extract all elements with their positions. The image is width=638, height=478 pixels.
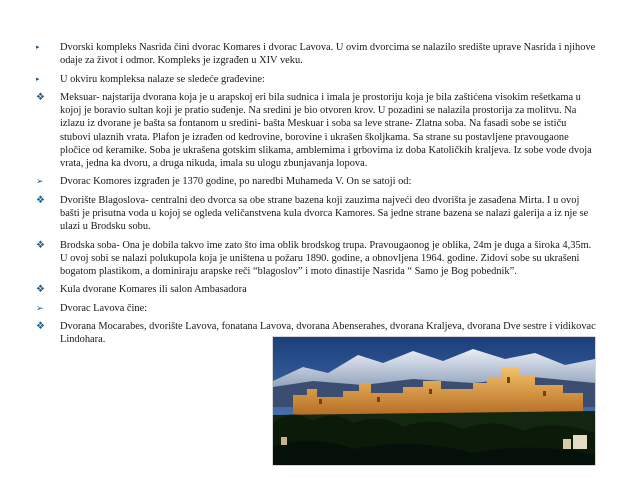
alhambra-night-photo (272, 336, 596, 466)
list-item (36, 41, 596, 67)
list-item (36, 194, 596, 234)
diamond-bullet-icon: ❖ (36, 194, 45, 206)
item-text: Dvorac Komores izgrađen je 1370 godine, po naredbi Muhameda V. On se satoji od: (60, 176, 412, 188)
item-text: U okviru kompleksa nalaze se sledeće građevine: (60, 73, 265, 85)
list-item (36, 73, 596, 86)
list-item (36, 91, 596, 170)
arrow-bullet-icon: ➢ (36, 302, 44, 313)
triangle-bullet-icon: ▸ (36, 74, 40, 83)
diamond-bullet-icon: ❖ (36, 284, 45, 296)
diamond-bullet-icon: ❖ (36, 91, 45, 103)
item-text: Kula dvorane Komares ili salon Ambasadora (60, 284, 247, 296)
list-item (36, 239, 596, 279)
list-item (36, 302, 596, 315)
arrow-bullet-icon: ➢ (36, 176, 44, 187)
diamond-bullet-icon: ❖ (36, 239, 45, 251)
item-text: Brodska soba- Ona je dobila takvo ime zato što ima oblik brodskog trupa. Pravougaonog je oblika, 24m je duga a široka 4,35m. U ovoj sobi se nalazi polukupola koja je uništena u požaru 1890. godine, a obnovljena 1964. godine. Zidovi sobe su ukrašeni bogatom plastikom, a dominiraju arapske reči “blagoslov” i moto dinastije Nasrida “ Samo je Bog pobednik”. (60, 239, 592, 277)
item-text: Dvorana Mocarabes, dvorište Lavova, fonatana Lavova, dvorana Abenserahes, dvorana Kraljeva, dvorana Dve sestre i vidikovac Lindohara. (60, 321, 596, 346)
bullet-list (36, 41, 596, 352)
diamond-bullet-icon: ❖ (36, 321, 45, 333)
triangle-bullet-icon: ▸ (36, 43, 40, 51)
item-text: Dvorski kompleks Nasrida čini dvorac Komares i dvorac Lavova. U ovim dvorcima se nalazilo središte uprave Nasrida i njihove odaje za život i odmor. Kompleks je izgrađen u XIV veku. (60, 42, 596, 67)
item-text: Meksuar- najstarija dvorana koja je u arapskoj eri bila sudnica i imala je prostoriju koja je bila zaštićena visokim rešetkama u kojoj je boravio sultan koji je pratio suđenje. Na sredini je bio otvoren krov. U pozadini se nalazila prostorija za molitvu. Na izlazu iz dvorane je bašta sa fontanom u sredini- bašta Meskuar i soba sa leve strane- Zlatna soba. Na fasadi sobe se ističu stubovi ulaznih vrata. Plafon je izrađen od kedrovine, borovine i ukrašen školjkama. Sa strane su postavljene pravougaone pločice od keramike. Soba je ukrašena gotskim slikama, amblemima i grbovima iz doba Katoličkih kraljeva. Iz sobe vode dvoja vrata, jedna ka dvoru, a druga nikuda, imala su ulogu zbunjavanja lopova. (60, 91, 592, 169)
item-text: Dvorište Blagoslova- centralni deo dvorca sa obe strane bazena koji zauzima najveći deo dvorišta je zasađena Mirta. I u ovoj bašti je prisutna voda u kojoj se ogleda veličanstvena kula dvorca Kamores. Sa jedne strane bazena se nalazi galerija a iz nje se ulazi u Brodsku sobu. (60, 194, 589, 233)
list-item (36, 283, 596, 296)
item-text: Dvorac Lavova čine: (60, 302, 148, 314)
list-item (36, 175, 596, 188)
